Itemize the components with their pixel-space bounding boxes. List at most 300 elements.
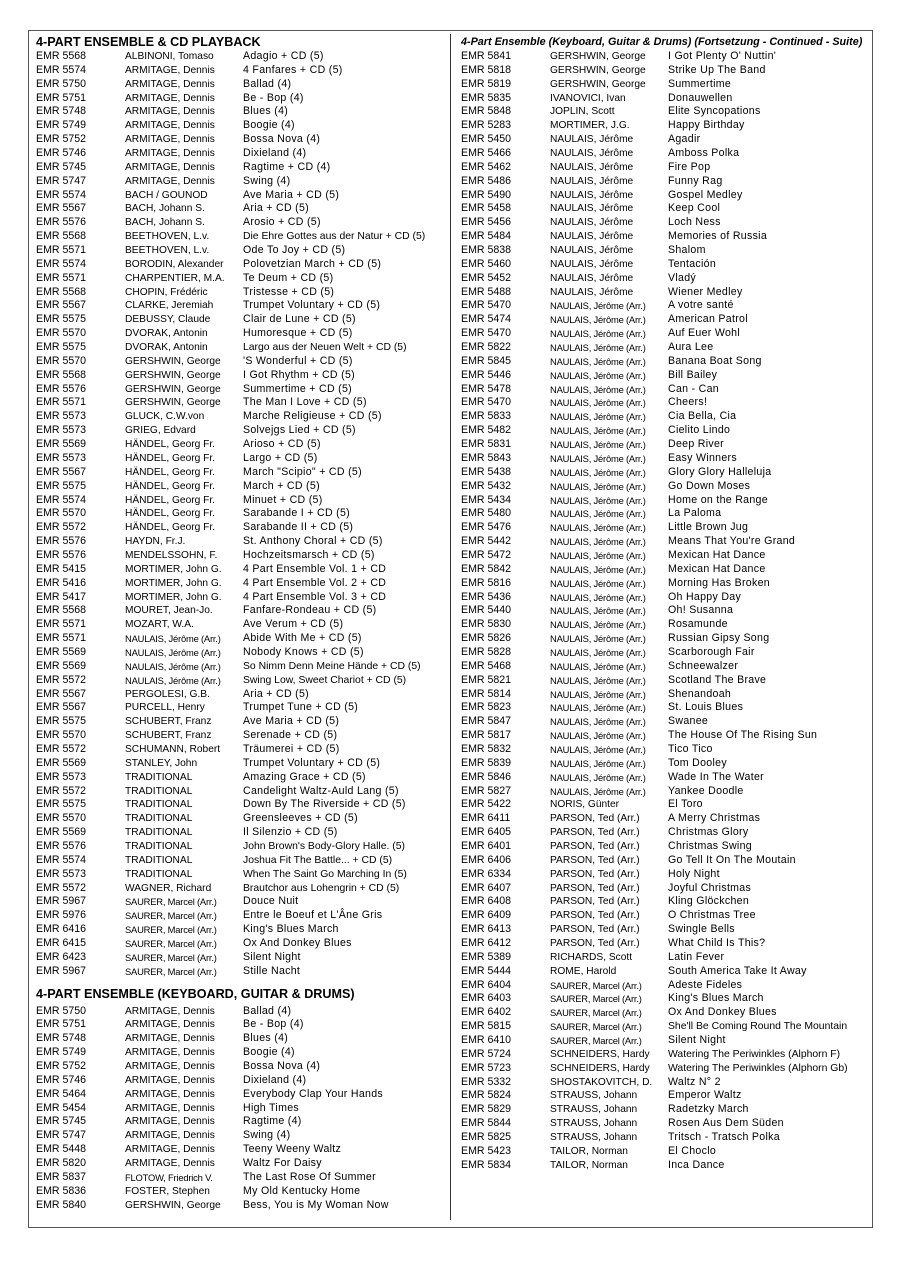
catalog-code: EMR 5470 <box>461 396 512 409</box>
piece-title: Adagio + CD (5) <box>243 50 324 62</box>
catalog-code: EMR 5570 <box>36 812 87 825</box>
column-divider <box>450 34 451 1220</box>
composer-name: NAULAIS, Jérôme (Arr.) <box>550 508 646 520</box>
catalog-row <box>461 937 866 951</box>
piece-title: Gospel Medley <box>668 188 743 201</box>
piece-title: Little Brown Jug <box>668 521 749 534</box>
catalog-row <box>36 757 446 771</box>
catalog-code: EMR 6334 <box>461 867 512 880</box>
catalog-row <box>461 452 866 466</box>
catalog-row <box>461 189 866 203</box>
composer-name: NAULAIS, Jérôme (Arr.) <box>550 563 646 575</box>
piece-title: I Got Plenty O' Nuttin' <box>668 50 777 62</box>
piece-title: Bossa Nova (4) <box>243 1060 321 1073</box>
piece-title: Fanfare-Rondeau + CD (5) <box>243 604 377 617</box>
piece-title: Yankee Doodle <box>668 784 744 797</box>
catalog-code: EMR 5569 <box>36 756 87 769</box>
composer-name: TAILOR, Norman <box>550 1145 628 1157</box>
piece-title: Aura Lee <box>668 341 714 354</box>
catalog-row <box>461 299 866 313</box>
catalog-code: EMR 6423 <box>36 950 87 963</box>
catalog-row <box>461 632 866 646</box>
piece-title: Silent Night <box>668 1034 726 1047</box>
composer-name: STRAUSS, Johann <box>550 1132 638 1144</box>
composer-name: NAULAIS, Jérôme (Arr.) <box>550 494 646 506</box>
piece-title: My Old Kentucky Home <box>243 1184 361 1197</box>
catalog-row <box>36 507 446 521</box>
catalog-code: EMR 5490 <box>461 188 512 201</box>
catalog-row <box>36 369 446 383</box>
catalog-row <box>461 480 866 494</box>
composer-name: STRAUSS, Johann <box>550 1090 638 1102</box>
composer-name: NAULAIS, Jérôme (Arr.) <box>550 314 646 326</box>
composer-name: DEBUSSY, Claude <box>125 314 211 326</box>
catalog-code: EMR 6408 <box>461 895 512 908</box>
catalog-code: EMR 6413 <box>461 923 512 936</box>
catalog-code: EMR 5575 <box>36 341 87 354</box>
catalog-code: EMR 6409 <box>461 909 512 922</box>
piece-title: I Got Rhythm + CD (5) <box>243 368 355 381</box>
piece-title: Amazing Grace + CD (5) <box>243 770 366 783</box>
catalog-code: EMR 5567 <box>36 701 87 714</box>
catalog-row <box>461 355 866 369</box>
catalog-row <box>36 743 446 757</box>
composer-name: NAULAIS, Jérôme <box>550 189 634 201</box>
catalog-row <box>36 341 446 355</box>
catalog-code: EMR 5576 <box>36 216 87 229</box>
catalog-row <box>36 175 446 189</box>
catalog-row <box>36 216 446 230</box>
piece-title: Banana Boat Song <box>668 354 762 367</box>
catalog-row <box>36 355 446 369</box>
piece-title: Sarabande I + CD (5) <box>243 507 350 520</box>
composer-name: RICHARDS, Scott <box>550 951 633 963</box>
catalog-row <box>461 729 866 743</box>
catalog-row <box>461 660 866 674</box>
catalog-row <box>461 216 866 230</box>
catalog-row <box>461 868 866 882</box>
catalog-code: EMR 5567 <box>36 202 87 215</box>
catalog-code: EMR 6406 <box>461 853 512 866</box>
composer-name: NAULAIS, Jérôme <box>550 245 634 257</box>
catalog-code: EMR 5843 <box>461 451 512 464</box>
composer-name: GERSHWIN, George <box>125 369 221 381</box>
piece-title: Rosen Aus Dem Süden <box>668 1117 784 1130</box>
catalog-code: EMR 5575 <box>36 798 87 811</box>
catalog-row <box>461 313 866 327</box>
catalog-code: EMR 5486 <box>461 174 512 187</box>
composer-name: DVORAK, Antonin <box>125 328 208 340</box>
piece-title: Means That You're Grand <box>668 535 796 548</box>
catalog-code: EMR 5482 <box>461 424 512 437</box>
composer-name: TRADITIONAL <box>125 771 193 783</box>
catalog-code: EMR 5436 <box>461 590 512 603</box>
piece-title: Morning Has Broken <box>668 576 770 589</box>
catalog-row <box>461 507 866 521</box>
composer-name: NAULAIS, Jérôme (Arr.) <box>550 466 646 478</box>
catalog-code: EMR 5823 <box>461 701 512 714</box>
catalog-row <box>36 78 446 92</box>
catalog-row <box>461 383 866 397</box>
left-column <box>36 34 446 1212</box>
catalog-code: EMR 5576 <box>36 839 87 852</box>
piece-title: Clair de Lune + CD (5) <box>243 313 356 326</box>
composer-name: NAULAIS, Jérôme (Arr.) <box>550 397 646 409</box>
catalog-row <box>36 1032 446 1046</box>
catalog-code: EMR 5848 <box>461 105 512 118</box>
catalog-code: EMR 6402 <box>461 1006 512 1019</box>
piece-title: Swing (4) <box>243 174 291 187</box>
piece-title: High Times <box>243 1101 299 1114</box>
piece-title: Can - Can <box>668 382 719 395</box>
composer-name: BEETHOVEN, L.v. <box>125 245 210 257</box>
piece-title: Scarborough Fair <box>668 645 755 658</box>
composer-name: SAURER, Marcel (Arr.) <box>550 1021 642 1033</box>
piece-title: A votre santé <box>668 299 734 312</box>
catalog-code: EMR 5466 <box>461 147 512 160</box>
composer-name: NAULAIS, Jérôme <box>550 286 634 298</box>
composer-name: PARSON, Ted (Arr.) <box>550 938 640 949</box>
composer-name: ARMITAGE, Dennis <box>125 1116 215 1128</box>
catalog-row <box>461 674 866 688</box>
catalog-code: EMR 5842 <box>461 562 512 575</box>
catalog-row <box>461 494 866 508</box>
piece-title: Trumpet Tune + CD (5) <box>243 701 359 714</box>
composer-name: SCHNEIDERS, Hardy <box>550 1048 650 1060</box>
catalog-row <box>461 78 866 92</box>
catalog-row <box>461 923 866 937</box>
catalog-row <box>461 798 866 812</box>
composer-name: ARMITAGE, Dennis <box>125 1144 215 1156</box>
catalog-code: EMR 5748 <box>36 1032 87 1045</box>
composer-name: NAULAIS, Jérôme (Arr.) <box>550 342 646 354</box>
catalog-code: EMR 5416 <box>36 576 87 589</box>
piece-title: Bess, You is My Woman Now <box>243 1198 389 1211</box>
catalog-code: EMR 5568 <box>36 230 87 243</box>
piece-title: Trumpet Voluntary + CD (5) <box>243 299 381 312</box>
catalog-row <box>36 133 446 147</box>
catalog-code: EMR 5570 <box>36 507 87 520</box>
piece-title: Blues (4) <box>243 1032 289 1045</box>
composer-name: NAULAIS, Jérôme (Arr.) <box>550 730 646 742</box>
composer-name: TRADITIONAL <box>125 840 193 852</box>
catalog-code: EMR 5568 <box>36 604 87 617</box>
catalog-code: EMR 5831 <box>461 438 512 451</box>
composer-name: ARMITAGE, Dennis <box>125 148 215 160</box>
composer-name: NAULAIS, Jérôme (Arr.) <box>550 536 646 548</box>
piece-title: Keep Cool <box>668 202 721 215</box>
piece-title: Memories of Russia <box>668 230 768 243</box>
composer-name: CHOPIN, Frédéric <box>125 286 208 298</box>
piece-title: Donauwellen <box>668 91 733 104</box>
piece-title: Nobody Knows + CD (5) <box>243 645 364 658</box>
catalog-code: EMR 5821 <box>461 673 512 686</box>
catalog-code: EMR 5967 <box>36 964 87 977</box>
catalog-code: EMR 5572 <box>36 673 87 686</box>
composer-name: HAYDN, Fr.J. <box>125 536 186 548</box>
piece-title: Boogie (4) <box>243 1046 295 1059</box>
piece-title: Humoresque + CD (5) <box>243 327 353 340</box>
piece-title: Silent Night <box>243 950 301 963</box>
piece-title: La Paloma <box>668 507 722 520</box>
piece-title: Boogie (4) <box>243 119 295 132</box>
catalog-row <box>461 535 866 549</box>
piece-title: The House Of The Rising Sun <box>668 729 818 742</box>
composer-name: GERSHWIN, George <box>125 1199 221 1211</box>
catalog-row <box>36 535 446 549</box>
catalog-row <box>461 563 866 577</box>
composer-name: NAULAIS, Jérôme <box>550 272 634 284</box>
catalog-code: EMR 5440 <box>461 604 512 617</box>
catalog-code: EMR 5569 <box>36 438 87 451</box>
keyboard-guitar-drums-list <box>36 1005 446 1213</box>
catalog-row <box>36 937 446 951</box>
piece-title: When The Saint Go Marching In (5) <box>243 868 407 880</box>
catalog-code: EMR 5576 <box>36 382 87 395</box>
catalog-code: EMR 5839 <box>461 756 512 769</box>
piece-title: Dixieland (4) <box>243 147 307 160</box>
catalog-row <box>36 92 446 106</box>
catalog-code: EMR 5826 <box>461 632 512 645</box>
catalog-code: EMR 5571 <box>36 396 87 409</box>
catalog-row <box>461 161 866 175</box>
piece-title: The Last Rose Of Summer <box>243 1170 376 1183</box>
piece-title: Arioso + CD (5) <box>243 438 321 451</box>
piece-title: Abide With Me + CD (5) <box>243 632 362 645</box>
composer-name: NAULAIS, Jérôme (Arr.) <box>550 439 646 451</box>
piece-title: Glory Glory Halleluja <box>668 465 772 478</box>
composer-name: NAULAIS, Jérôme (Arr.) <box>550 452 646 464</box>
piece-title: Träumerei + CD (5) <box>243 742 340 755</box>
catalog-row <box>461 424 866 438</box>
composer-name: ALBINONI, Tomaso <box>125 51 214 62</box>
piece-title: Largo + CD (5) <box>243 451 318 464</box>
catalog-row <box>461 286 866 300</box>
catalog-code: EMR 5450 <box>461 133 512 146</box>
piece-title: Te Deum + CD (5) <box>243 271 334 284</box>
catalog-code: EMR 5829 <box>461 1103 512 1116</box>
catalog-row <box>461 1076 866 1090</box>
composer-name: SAURER, Marcel (Arr.) <box>550 979 642 991</box>
composer-name: NAULAIS, Jérôme <box>550 203 634 215</box>
catalog-row <box>461 1117 866 1131</box>
catalog-code: EMR 5470 <box>461 327 512 340</box>
piece-title: She'll Be Coming Round The Mountain <box>668 1021 848 1033</box>
catalog-row <box>461 92 866 106</box>
catalog-row <box>461 1006 866 1020</box>
catalog-code: EMR 6416 <box>36 923 87 936</box>
catalog-code: EMR 5458 <box>461 202 512 215</box>
catalog-row <box>36 812 446 826</box>
composer-name: SAURER, Marcel (Arr.) <box>550 1007 642 1019</box>
composer-name: NAULAIS, Jérôme (Arr.) <box>125 633 221 645</box>
catalog-row <box>36 701 446 715</box>
piece-title: Ragtime (4) <box>243 1115 302 1128</box>
composer-name: GERSHWIN, George <box>125 397 221 409</box>
catalog-code: EMR 5571 <box>36 632 87 645</box>
catalog-row <box>461 895 866 909</box>
catalog-code: EMR 5456 <box>461 216 512 229</box>
catalog-code: EMR 5723 <box>461 1061 512 1074</box>
catalog-row <box>36 1115 446 1129</box>
catalog-code: EMR 5446 <box>461 368 512 381</box>
piece-title: Tico Tico <box>668 742 713 755</box>
composer-name: NAULAIS, Jérôme <box>550 148 634 160</box>
catalog-row <box>36 674 446 688</box>
composer-name: NAULAIS, Jérôme <box>550 175 634 187</box>
piece-title: What Child Is This? <box>668 937 766 949</box>
piece-title: Wiener Medley <box>668 285 743 298</box>
composer-name: PARSON, Ted (Arr.) <box>550 854 640 866</box>
piece-title: Be - Bop (4) <box>243 1018 304 1031</box>
composer-name: NAULAIS, Jérôme (Arr.) <box>550 383 646 395</box>
piece-title: Entre le Boeuf et L'Âne Gris <box>243 909 383 922</box>
catalog-row <box>461 1062 866 1076</box>
catalog-row <box>461 438 866 452</box>
catalog-code: EMR 5415 <box>36 562 87 575</box>
catalog-row <box>461 1145 866 1159</box>
composer-name: ARMITAGE, Dennis <box>125 1130 215 1142</box>
composer-name: ARMITAGE, Dennis <box>125 1019 215 1031</box>
piece-title: St. Anthony Choral + CD (5) <box>243 535 383 548</box>
piece-title: Mexican Hat Dance <box>668 562 766 575</box>
composer-name: IVANOVICI, Ivan <box>550 92 626 104</box>
catalog-row <box>36 189 446 203</box>
catalog-code: EMR 5484 <box>461 230 512 243</box>
catalog-row <box>461 230 866 244</box>
catalog-code: EMR 5745 <box>36 160 87 173</box>
catalog-row <box>36 64 446 78</box>
composer-name: SCHUBERT, Franz <box>125 730 212 742</box>
catalog-row <box>461 965 866 979</box>
composer-name: NAULAIS, Jérôme (Arr.) <box>550 716 646 728</box>
piece-title: Amboss Polka <box>668 147 740 160</box>
catalog-row <box>36 840 446 854</box>
piece-title: Blues (4) <box>243 105 289 118</box>
composer-name: NAULAIS, Jérôme (Arr.) <box>550 369 646 381</box>
composer-name: TAILOR, Norman <box>550 1159 628 1171</box>
piece-title: Watering The Periwinkles (Alphorn Gb) <box>668 1062 848 1074</box>
catalog-row <box>36 466 446 480</box>
composer-name: MOZART, W.A. <box>125 619 194 631</box>
composer-name: HÄNDEL, Georg Fr. <box>125 494 216 506</box>
composer-name: NAULAIS, Jérôme (Arr.) <box>550 522 646 534</box>
composer-name: STRAUSS, Johann <box>550 1104 638 1116</box>
catalog-code: EMR 5752 <box>36 133 87 146</box>
composer-name: PARSON, Ted (Arr.) <box>550 896 640 908</box>
piece-title: O Christmas Tree <box>668 909 756 922</box>
catalog-row <box>461 992 866 1006</box>
catalog-row <box>36 868 446 882</box>
composer-name: SCHNEIDERS, Hardy <box>550 1062 650 1074</box>
composer-name: GRIEG, Edvard <box>125 425 196 437</box>
piece-title: Agadir <box>668 133 701 146</box>
piece-title: Ballad (4) <box>243 77 292 90</box>
catalog-code: EMR 5452 <box>461 271 512 284</box>
catalog-row <box>36 258 446 272</box>
composer-name: TRADITIONAL <box>125 827 193 839</box>
catalog-row <box>461 105 866 119</box>
composer-name: WAGNER, Richard <box>125 882 212 894</box>
piece-title: Ave Verum + CD (5) <box>243 618 344 631</box>
composer-name: TRADITIONAL <box>125 785 193 797</box>
composer-name: HÄNDEL, Georg Fr. <box>125 480 216 492</box>
catalog-code: EMR 5967 <box>36 895 87 908</box>
catalog-row <box>461 688 866 702</box>
catalog-code: EMR 5572 <box>36 521 87 534</box>
composer-name: GERSHWIN, George <box>550 51 646 62</box>
piece-title: Latin Fever <box>668 950 725 963</box>
catalog-code: EMR 5568 <box>36 50 87 62</box>
piece-title: Serenade + CD (5) <box>243 729 338 742</box>
piece-title: Largo aus der Neuen Welt + CD (5) <box>243 342 407 354</box>
composer-name: NAULAIS, Jérôme (Arr.) <box>550 425 646 437</box>
catalog-code: EMR 5574 <box>36 853 87 866</box>
catalog-code: EMR 5476 <box>461 521 512 534</box>
composer-name: NAULAIS, Jérôme (Arr.) <box>550 757 646 769</box>
section-title-ensemble-cd-playback: 4-PART ENSEMBLE & CD PLAYBACK <box>36 35 261 49</box>
piece-title: Elite Syncopations <box>668 105 761 118</box>
catalog-row <box>36 50 446 64</box>
catalog-code: EMR 5468 <box>461 659 512 672</box>
catalog-row <box>36 951 446 965</box>
piece-title: Bossa Nova (4) <box>243 133 321 146</box>
piece-title: Ave Maria + CD (5) <box>243 188 340 201</box>
catalog-code: EMR 5847 <box>461 715 512 728</box>
composer-name: MORTIMER, John G. <box>125 577 222 589</box>
catalog-code: EMR 5567 <box>36 299 87 312</box>
composer-name: NAULAIS, Jérôme <box>550 217 634 229</box>
composer-name: PARSON, Ted (Arr.) <box>550 882 640 894</box>
piece-title: Radetzky March <box>668 1103 749 1116</box>
composer-name: MORTIMER, John G. <box>125 563 222 575</box>
piece-title: Vladý <box>668 271 696 284</box>
piece-title: Christmas Glory <box>668 826 749 839</box>
piece-title: Candelight Waltz-Auld Lang (5) <box>243 784 399 797</box>
piece-title: Easy Winners <box>668 451 737 464</box>
piece-title: A Merry Christmas <box>668 812 761 825</box>
composer-name: SAURER, Marcel (Arr.) <box>125 951 217 963</box>
composer-name: GERSHWIN, George <box>550 78 646 90</box>
catalog-row <box>461 396 866 410</box>
composer-name: ROME, Harold <box>550 965 617 977</box>
composer-name: BEETHOVEN, L.v. <box>125 231 210 243</box>
catalog-code: EMR 5572 <box>36 881 87 894</box>
composer-name: PARSON, Ted (Arr.) <box>550 840 640 852</box>
catalog-row <box>36 1005 446 1019</box>
composer-name: DVORAK, Antonin <box>125 342 208 354</box>
piece-title: Trumpet Voluntary + CD (5) <box>243 756 381 769</box>
catalog-code: EMR 5822 <box>461 341 512 354</box>
catalog-row <box>461 244 866 258</box>
catalog-row <box>461 909 866 923</box>
piece-title: Aria + CD (5) <box>243 687 310 700</box>
composer-name: ARMITAGE, Dennis <box>125 1158 215 1170</box>
piece-title: Schneewalzer <box>668 659 739 672</box>
catalog-code: EMR 5748 <box>36 105 87 118</box>
catalog-code: EMR 5747 <box>36 174 87 187</box>
catalog-row <box>36 1018 446 1032</box>
composer-name: NAULAIS, Jérôme (Arr.) <box>550 591 646 603</box>
piece-title: Polovetzian March + CD (5) <box>243 257 382 270</box>
composer-name: NAULAIS, Jérôme (Arr.) <box>550 785 646 797</box>
piece-title: Oh! Susanna <box>668 604 734 617</box>
catalog-row <box>36 715 446 729</box>
catalog-row <box>36 438 446 452</box>
composer-name: NAULAIS, Jérôme (Arr.) <box>550 577 646 589</box>
catalog-code: EMR 5827 <box>461 784 512 797</box>
composer-name: PERGOLESI, G.B. <box>125 688 210 700</box>
